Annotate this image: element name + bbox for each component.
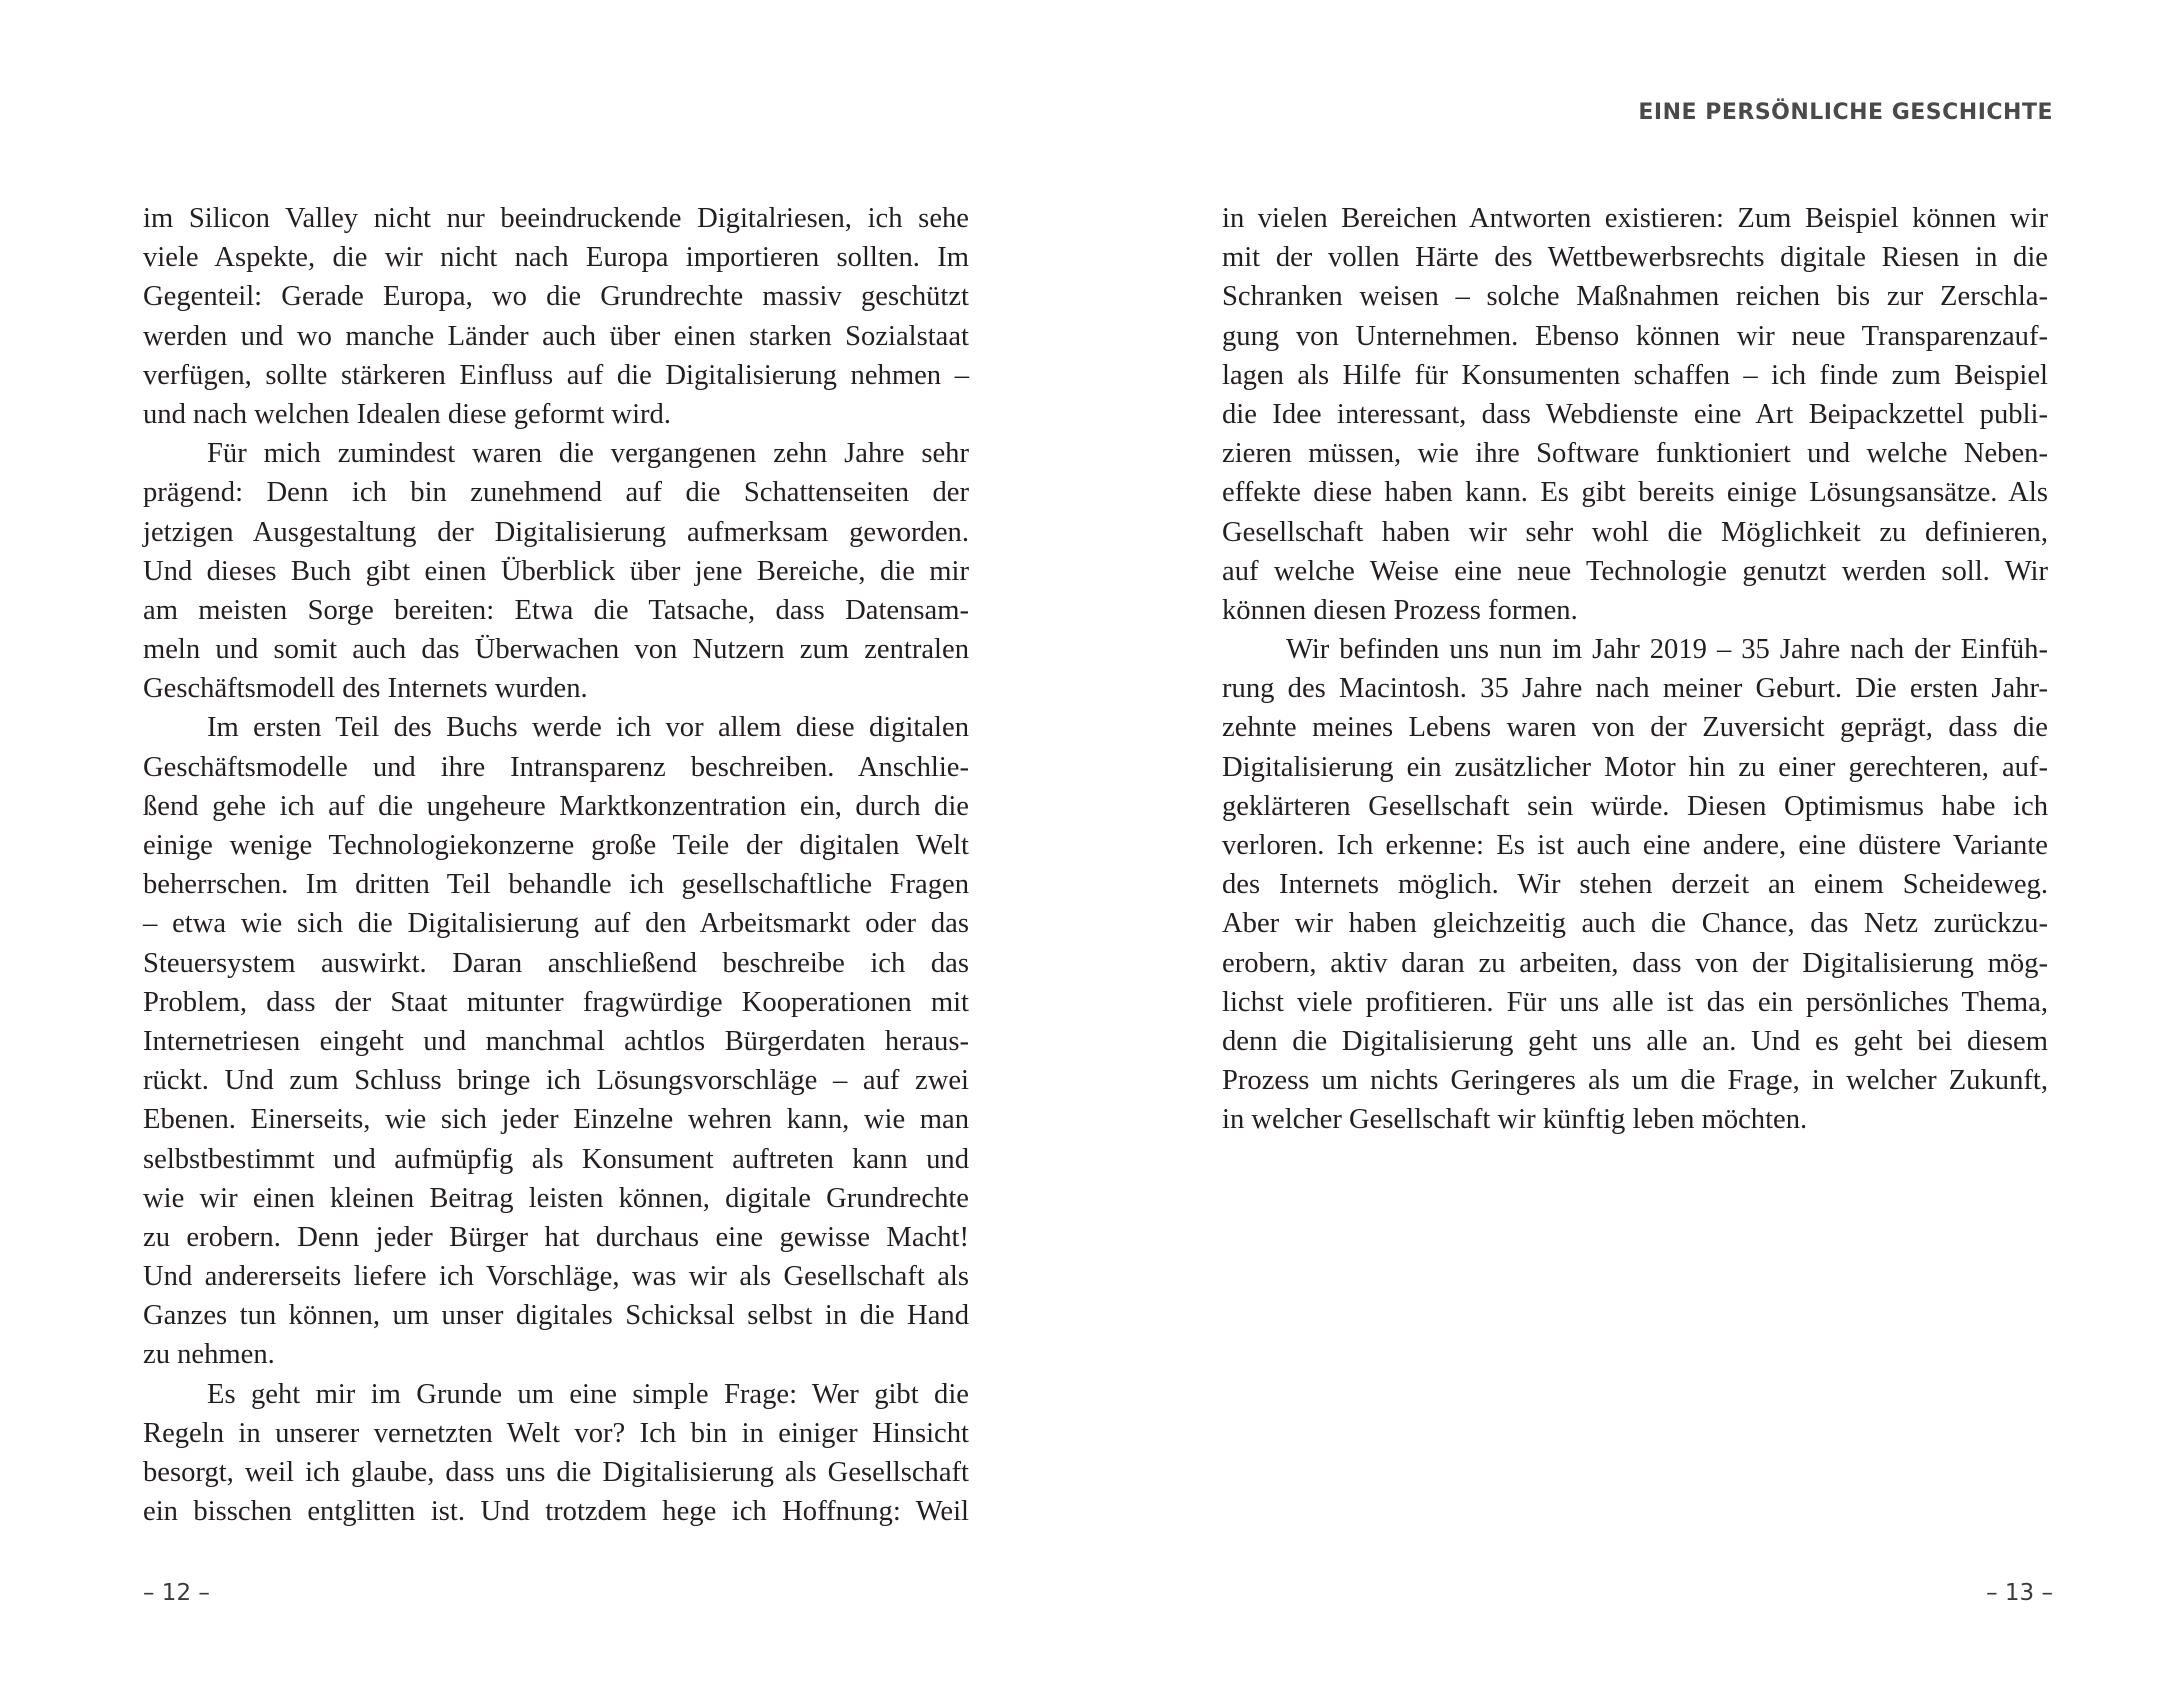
text-line: werden und wo manche Länder auch über einen starken Sozialstaat: [143, 320, 969, 352]
text-line: Wir befinden uns nun im Jahr 2019 – 35 Jahre nach der Einfüh-: [1286, 634, 2048, 666]
text-line: Ebenen. Einerseits, wie sich jeder Einzelne wehren kann, wie man: [143, 1104, 969, 1136]
text-line: effekte diese haben kann. Es gibt bereits einige Lösungsansätze. Als: [1222, 477, 2048, 509]
text-line: Steuersystem auswirkt. Daran anschließend beschreibe ich das: [143, 947, 969, 979]
text-line: zieren müssen, wie ihre Software funktioniert und welche Neben-: [1222, 438, 2048, 470]
text-line: Regeln in unserer vernetzten Welt vor? Ich bin in einiger Hinsicht: [143, 1417, 969, 1449]
text-line: gung von Unternehmen. Ebenso können wir neue Transparenzauf-: [1222, 320, 2048, 352]
running-head: EINE PERSÖNLICHE GESCHICHTE: [1638, 100, 2053, 125]
text-line: verloren. Ich erkenne: Es ist auch eine andere, eine düstere Variante: [1222, 830, 2048, 861]
text-line: – etwa wie sich die Digitalisierung auf den Arbeitsmarkt oder das: [143, 908, 969, 940]
text-line: Geschäftsmodell des Internets wurden.: [143, 673, 588, 705]
text-line: Und dieses Buch gibt einen Überblick über jene Bereiche, die mir: [143, 555, 969, 587]
text-line: am meisten Sorge bereiten: Etwa die Tatsache, dass Datensam-: [143, 594, 969, 626]
text-line: jetzigen Ausgestaltung der Digitalisierung aufmerksam geworden.: [143, 516, 969, 548]
text-line: lichst viele profitieren. Für uns alle ist das ein persönliches Thema,: [1222, 986, 2048, 1018]
text-line: Schranken weisen – solche Maßnahmen reichen bis zur Zerschla-: [1222, 281, 2048, 313]
text-line: Im ersten Teil des Buchs werde ich vor allem diese digitalen: [207, 712, 969, 744]
text-line: selbstbestimmt und aufmüpfig als Konsument auftreten kann und: [143, 1143, 969, 1175]
text-line: mit der vollen Härte des Wettbewerbsrechts digitale Riesen in die: [1222, 242, 2048, 274]
text-line: prägend: Denn ich bin zunehmend auf die Schattenseiten der: [143, 477, 969, 509]
text-line: zehnte meines Lebens waren von der Zuversicht geprägt, dass die: [1222, 712, 2048, 744]
text-line: Geschäftsmodelle und ihre Intransparenz beschreiben. Anschlie-: [143, 751, 969, 783]
text-line: ein bisschen entglitten ist. Und trotzdem hege ich Hoffnung: Weil: [143, 1496, 969, 1528]
text-line: Aber wir haben gleichzeitig auch die Chance, das Netz zurückzu-: [1222, 908, 2048, 940]
text-line: Gegenteil: Gerade Europa, wo die Grundrechte massiv geschützt: [143, 281, 969, 313]
text-line: Digitalisierung ein zusätzlicher Motor hin zu einer gerechteren, auf-: [1222, 751, 2048, 783]
text-line: Für mich zumindest waren die vergangenen zehn Jahre sehr: [207, 438, 969, 470]
text-line: Es geht mir im Grunde um eine simple Frage: Wer gibt die: [207, 1378, 969, 1410]
text-line: wie wir einen kleinen Beitrag leisten können, digitale Grundrechte: [143, 1182, 969, 1214]
text-line: ßend gehe ich auf die ungeheure Marktkonzentration ein, durch die: [143, 790, 969, 822]
left-page-text: [143, 199, 969, 1531]
text-line: Internetriesen eingeht und manchmal achtlos Bürgerdaten heraus-: [143, 1025, 969, 1057]
text-line: in welcher Gesellschaft wir künftig leben möchten.: [1222, 1104, 1808, 1136]
text-line: des Internets möglich. Wir stehen derzeit an einem Scheideweg.: [1222, 869, 2048, 901]
text-line: verfügen, sollte stärkeren Einfluss auf die Digitalisierung nehmen –: [143, 359, 969, 391]
text-line: rückt. Und zum Schluss bringe ich Lösungsvorschläge – auf zwei: [143, 1065, 969, 1097]
text-line: die Idee interessant, dass Webdienste eine Art Beipackzettel publi-: [1222, 398, 2048, 430]
page-number-right: – 13 –: [1986, 1580, 2053, 1606]
text-line: zu erobern. Denn jeder Bürger hat durchaus eine gewisse Macht!: [143, 1221, 969, 1253]
text-line: erobern, aktiv daran zu arbeiten, dass von der Digitalisierung mög-: [1222, 947, 2048, 979]
text-line: besorgt, weil ich glaube, dass uns die Digitalisierung als Gesellschaft: [143, 1457, 969, 1488]
text-line: rung des Macintosh. 35 Jahre nach meiner Geburt. Die ersten Jahr-: [1222, 673, 2048, 705]
text-line: können diesen Prozess formen.: [1222, 594, 1578, 626]
text-line: zu nehmen.: [143, 1339, 275, 1371]
text-line: viele Aspekte, die wir nicht nach Europa importieren sollten. Im: [143, 242, 969, 274]
text-line: lagen als Hilfe für Konsumenten schaffen – ich finde zum Beispiel: [1222, 359, 2048, 391]
text-line: Prozess um nichts Geringeres als um die Frage, in welcher Zukunft,: [1222, 1065, 2048, 1097]
page-number-left: – 12 –: [143, 1580, 210, 1606]
text-line: Ganzes tun können, um unser digitales Schicksal selbst in die Hand: [143, 1300, 969, 1332]
text-line: geklärteren Gesellschaft sein würde. Diesen Optimismus habe ich: [1222, 790, 2048, 822]
text-line: und nach welchen Idealen diese geformt wird.: [143, 398, 671, 430]
text-line: Problem, dass der Staat mitunter fragwürdige Kooperationen mit: [143, 986, 969, 1018]
text-line: auf welche Weise eine neue Technologie genutzt werden soll. Wir: [1222, 555, 2048, 587]
right-page-text: [1222, 199, 2048, 1140]
text-line: in vielen Bereichen Antworten existieren: Zum Beispiel können wir: [1222, 203, 2048, 234]
text-line: einige wenige Technologiekonzerne große Teile der digitalen Welt: [143, 830, 969, 861]
text-line: denn die Digitalisierung geht uns alle an. Und es geht bei diesem: [1222, 1025, 2048, 1057]
text-line: beherrschen. Im dritten Teil behandle ich gesellschaftliche Fragen: [143, 869, 969, 901]
text-line: meln und somit auch das Überwachen von Nutzern zum zentralen: [143, 634, 969, 666]
text-line: im Silicon Valley nicht nur beeindruckende Digitalriesen, ich sehe: [143, 203, 969, 234]
text-line: Und andererseits liefere ich Vorschläge, was wir als Gesellschaft als: [143, 1261, 969, 1293]
text-line: Gesellschaft haben wir sehr wohl die Möglichkeit zu definieren,: [1222, 516, 2048, 548]
